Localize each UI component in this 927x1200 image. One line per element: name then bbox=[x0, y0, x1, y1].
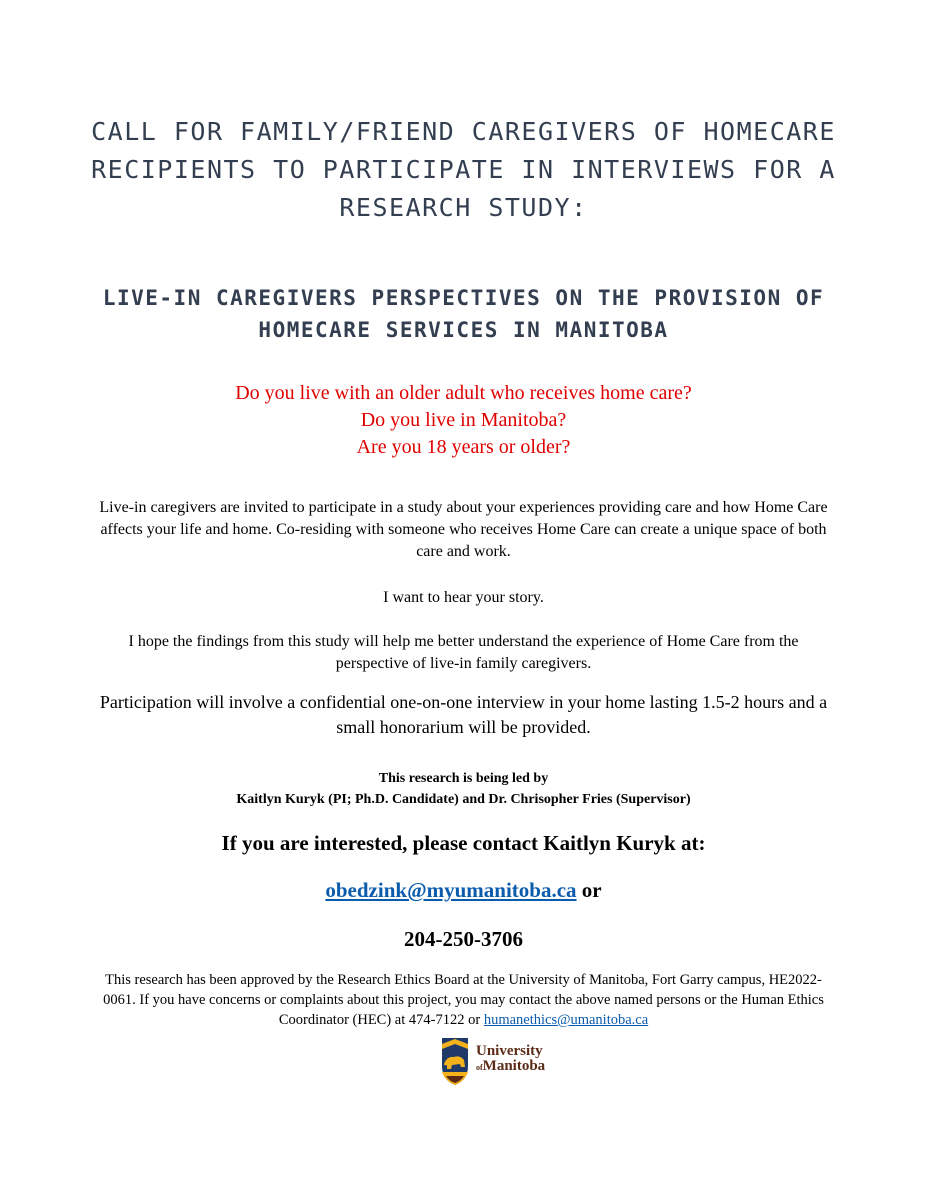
hope-paragraph bbox=[60, 631, 867, 675]
page-title bbox=[60, 113, 867, 227]
contact-email-link[interactable]: obedzink@myumanitoba.ca bbox=[325, 878, 577, 902]
contact-email-line bbox=[60, 876, 867, 904]
title-line-2: RECIPIENTS TO PARTICIPATE IN INTERVIEWS FOR A bbox=[91, 155, 836, 184]
bison-crest-icon bbox=[440, 1036, 470, 1086]
contact-phone: 204-250-3706 bbox=[404, 927, 523, 951]
question-age: Are you 18 years or older? bbox=[356, 436, 571, 458]
invitation-line-2: affects your life and home. Co-residing with someone who receives Home Care can create a unique space of both bbox=[100, 521, 827, 538]
participation-line-1: Participation will involve a confidential one-on-one interview in your home lasting 1.5-2 hours and a bbox=[99, 692, 828, 712]
title-line-1: CALL FOR FAMILY/FRIEND CAREGIVERS OF HOMECARE bbox=[91, 117, 836, 146]
wordmark-manitoba-text: Manitoba bbox=[482, 1058, 546, 1074]
invitation-paragraph bbox=[60, 497, 867, 563]
ethics-line-3-text: Coordinator (HEC) at 474-7122 or bbox=[278, 1012, 484, 1028]
wordmark-university: University bbox=[476, 1043, 543, 1059]
research-leads-line-1: This research is being led by bbox=[378, 771, 549, 786]
invitation-line-3: care and work. bbox=[416, 543, 511, 560]
research-leads-line-2: Kaitlyn Kuryk (PI; Ph.D. Candidate) and Dr. Chrisopher Fries (Supervisor) bbox=[236, 792, 691, 807]
study-title-line-1: LIVE-IN CAREGIVERS PERSPECTIVES ON THE PROVISION OF bbox=[102, 286, 825, 310]
invitation-line-1: Live-in caregivers are invited to participate in a study about your experiences providing care and how Home Care bbox=[99, 499, 828, 516]
question-manitoba: Do you live in Manitoba? bbox=[360, 409, 567, 431]
story-paragraph: I want to hear your story. bbox=[383, 589, 544, 606]
title-line-3: RESEARCH STUDY: bbox=[339, 193, 588, 222]
participation-paragraph bbox=[60, 690, 867, 740]
contact-or: or bbox=[576, 878, 602, 902]
question-older-adult: Do you live with an older adult who receives home care? bbox=[235, 382, 692, 404]
ethics-line-1: This research has been approved by the Research Ethics Board at the University of Manitoba, Fort Garry campus, HE2022- bbox=[105, 972, 822, 988]
research-leads bbox=[60, 768, 867, 810]
ethics-line-2: 0061. If you have concerns or complaints about this project, you may contact the above named persons or the Human Ethics bbox=[103, 992, 824, 1008]
study-title-line-2: HOMECARE SERVICES IN MANITOBA bbox=[258, 318, 669, 342]
contact-heading: If you are interested, please contact Kaitlyn Kuryk at: bbox=[221, 831, 706, 855]
wordmark-of: of bbox=[476, 1063, 483, 1072]
hope-line-1: I hope the findings from this study will help me better understand the experience of Home Care from the bbox=[128, 633, 799, 650]
ethics-email-link[interactable]: humanethics@umanitoba.ca bbox=[483, 1012, 649, 1028]
hope-line-2: perspective of live-in family caregivers. bbox=[335, 655, 592, 672]
ethics-line-3 bbox=[55, 1010, 872, 1030]
university-wordmark bbox=[476, 1044, 545, 1075]
study-title bbox=[60, 282, 867, 346]
ethics-statement bbox=[55, 970, 872, 1030]
eligibility-questions bbox=[60, 380, 867, 461]
wordmark-manitoba bbox=[476, 1059, 545, 1075]
participation-line-2: small honorarium will be provided. bbox=[336, 717, 591, 737]
university-logo bbox=[440, 1036, 555, 1086]
